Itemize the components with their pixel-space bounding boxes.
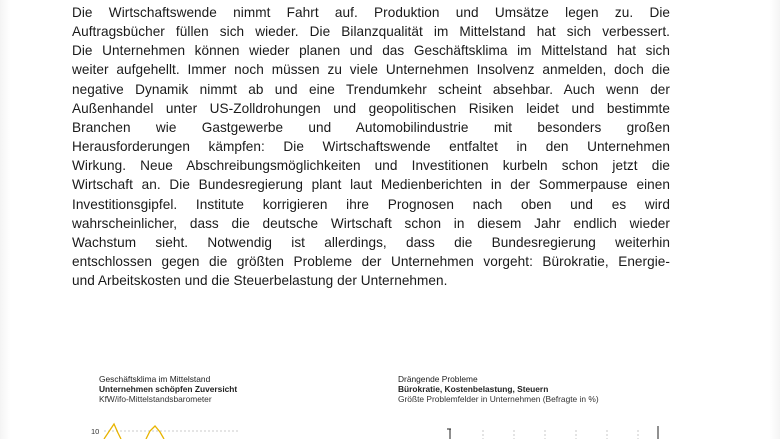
article-line: negative Dynamik nimmt ab und eine Trendumkehr scheint absehbar. Auch wenn der (72, 81, 670, 97)
left-chart-subtitle: KfW/ifo-Mittelstandsbarometer (99, 394, 212, 405)
left-chart-series-line (104, 424, 121, 439)
article-line: Wachstum sieht. Notwendig ist allerdings, dass die Bundesregierung weiterhin (72, 234, 670, 250)
left-chart-kicker: Geschäftsklima im Mittelstand (99, 374, 211, 384)
article-line: entschlossen gegen die größten Probleme der Unternehmen vorgeht: Bürokratie, Energie- (72, 254, 670, 270)
right-chart-title: Bürokratie, Kostenbelastung, Steuern (398, 384, 549, 395)
article-line: Die Wirtschaftswende nimmt Fahrt auf. Produktion und Umsätze legen zu. Die (72, 5, 670, 20)
article-line: wahrscheinlicher, dass die deutsche Wirtschaft schon in diesem Jahr endlich wieder (72, 215, 670, 231)
article-line: und Arbeitskosten und die Steuerbelastung der Unternehmen. (72, 273, 448, 289)
article-line: Die Unternehmen können wieder planen und das Geschäftsklima im Mittelstand hat sich (72, 43, 670, 59)
article-line: Branchen wie Gastgewerbe und Automobilindustrie mit besonders großen (72, 119, 670, 135)
right-chart-subtitle: Größte Problemfelder in Unternehmen (Befragte in %) (398, 394, 599, 405)
article-line: weiter aufgehellt. Immer noch müssen zu viele Unternehmen Insolvenz anmelden, doch die (72, 62, 670, 78)
right-chart-kicker: Drängende Probleme (398, 374, 478, 384)
article-line: Außenhandel unter US-Zolldrohungen und geopolitischen Risiken leidet und bestimmte (72, 100, 670, 116)
left-chart-title: Unternehmen schöpfen Zuversicht (99, 384, 238, 395)
article-line: Wirtschaft an. Die Bundesregierung plant laut Medienberichten in der Sommerpause einen (72, 177, 670, 193)
left-chart-tick-label: 10 (91, 427, 100, 436)
article-line: Wirkung. Neue Abschreibungsmöglichkeiten und Investitionen kurbeln schon jetzt die (72, 158, 670, 174)
article-line: Herausforderungen kämpfen: Die Wirtschaftswende entfaltet in den Unternehmen (72, 139, 670, 155)
article-line: Investitionsgipfel. Institute korrigieren ihre Prognosen nach oben und es wird (72, 196, 670, 212)
left-chart-series-line (146, 426, 164, 439)
article-line: Auftragsbücher füllen sich wieder. Die Bilanzqualität im Mittelstand hat sich verbessert. (72, 24, 670, 40)
